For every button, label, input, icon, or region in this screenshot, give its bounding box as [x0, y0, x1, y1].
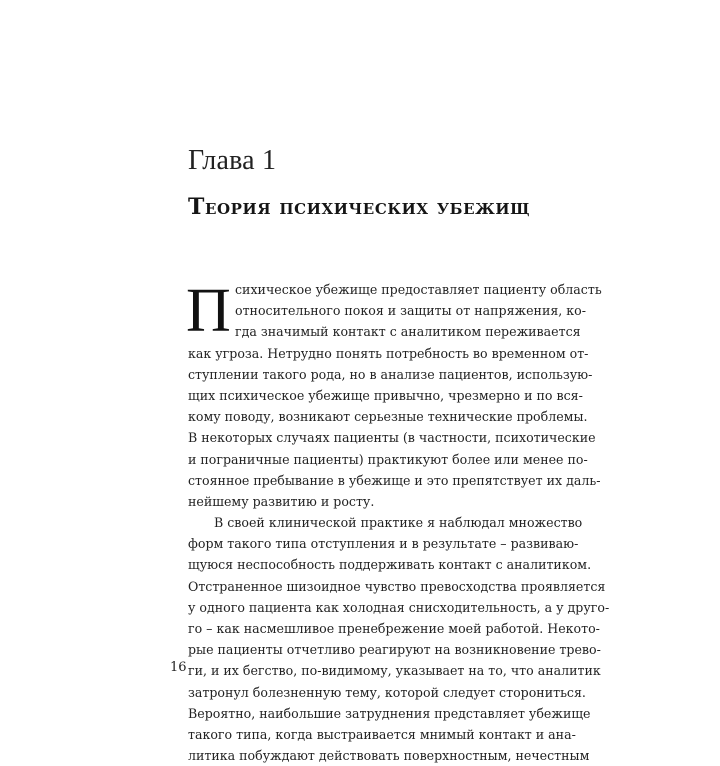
text-line: относительного покоя и защиты от напряжения, ко-	[235, 303, 586, 319]
text-line: гда значимый контакт с аналитиком переживается	[235, 324, 581, 340]
text-line: щуюся неспособность поддерживать контакт с аналитиком.	[188, 557, 592, 573]
text-line: В своей клинической практике я наблюдал множество	[214, 515, 583, 531]
text-line: такого типа, когда выстраивается мнимый контакт и ана-	[188, 726, 576, 742]
body-text	[186, 277, 610, 766]
text-line: Вероятно, наибольшие затруднения представляет убежище	[188, 705, 591, 721]
text-line: Отстраненное шизоидное чувство превосходства проявляется	[188, 578, 606, 594]
chapter-label: Глава 1	[188, 145, 277, 176]
text-line: у одного пациента как холодная снисходительность, а у друго-	[188, 599, 610, 615]
text-line: В некоторых случаях пациенты (в частности, психотические	[188, 430, 596, 446]
page-number: 16	[170, 660, 187, 675]
text-line: кому поводу, возникают серьезные технические проблемы.	[188, 409, 588, 425]
text-line: затронул болезненную тему, которой следует сторониться.	[188, 684, 586, 700]
chapter-title: Теория психических убежищ	[188, 194, 531, 220]
text-line: литика побуждают действовать поверхностным, нечестным	[188, 748, 590, 764]
text-line: щих психическое убежище привычно, чрезмерно и по вся-	[188, 387, 583, 403]
text-line: ги, и их бегство, по-видимому, указывает на то, что аналитик	[188, 663, 601, 679]
text-line: сихическое убежище предоставляет пациенту область	[235, 282, 602, 297]
text-line: форм такого типа отступления и в результате – развиваю-	[188, 536, 579, 552]
paragraph-2	[188, 512, 610, 766]
text-line: нейшему развитию и росту.	[188, 493, 375, 509]
text-line: как угроза. Нетрудно понять потребность во временном от-	[188, 345, 589, 361]
text-line: и пограничные пациенты) практикуют более или менее по-	[188, 451, 588, 467]
text-line: го – как насмешливое пренебрежение моей работой. Некото-	[188, 621, 600, 636]
paragraph-1	[188, 279, 602, 512]
text-line: стоянное пребывание в убежище и это препятствует их даль-	[188, 472, 601, 488]
text-line: рые пациенты отчетливо реагируют на возникновение трево-	[188, 642, 601, 658]
drop-cap: П	[186, 277, 231, 345]
text-line: ступлении такого рода, но в анализе пациентов, использую-	[188, 366, 593, 382]
